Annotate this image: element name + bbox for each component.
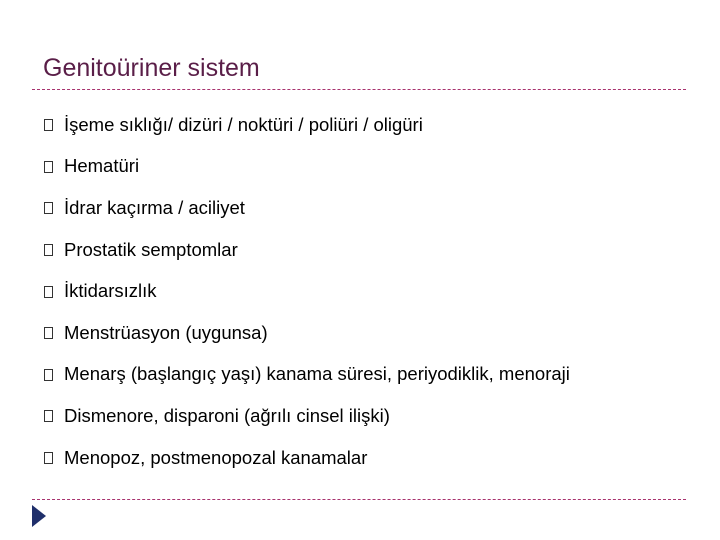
- list-item: [44, 395, 570, 437]
- list-item: [44, 229, 570, 271]
- bullet-text: Dismenore, disparoni (ağrılı cinsel ilişki): [64, 404, 390, 426]
- list-item: [44, 312, 570, 354]
- box-bullet-icon: [44, 161, 53, 173]
- list-item: [44, 104, 570, 146]
- bullet-text: Prostatik semptomlar: [64, 238, 238, 260]
- list-item: [44, 270, 570, 312]
- box-bullet-icon: [44, 286, 53, 298]
- box-bullet-icon: [44, 119, 53, 131]
- bullet-text: Menstrüasyon (uygunsa): [64, 321, 268, 343]
- next-arrow-icon[interactable]: [32, 505, 46, 527]
- box-bullet-icon: [44, 369, 53, 381]
- list-item: [44, 187, 570, 229]
- box-bullet-icon: [44, 244, 53, 256]
- bullet-text: Menarş (başlangıç yaşı) kanama süresi, periyodiklik, menoraji: [64, 363, 570, 385]
- box-bullet-icon: [44, 202, 53, 214]
- bullet-text: İşeme sıklığı/ dizüri / noktüri / poliüri / oligüri: [64, 113, 423, 135]
- slide-title: Genitoüriner sistem: [43, 54, 260, 82]
- bullet-text: İktidarsızlık: [64, 280, 157, 302]
- bullet-list: [44, 104, 570, 478]
- box-bullet-icon: [44, 410, 53, 422]
- list-item: [44, 437, 570, 479]
- bullet-text: İdrar kaçırma / aciliyet: [64, 196, 245, 218]
- bullet-text: Hematüri: [64, 155, 140, 177]
- bullet-text: Menopoz, postmenopozal kanamalar: [64, 446, 368, 468]
- footer-divider: [32, 499, 686, 500]
- list-item: [44, 146, 570, 188]
- list-item: [44, 354, 570, 396]
- title-divider: [32, 89, 686, 90]
- box-bullet-icon: [44, 327, 53, 339]
- box-bullet-icon: [44, 452, 53, 464]
